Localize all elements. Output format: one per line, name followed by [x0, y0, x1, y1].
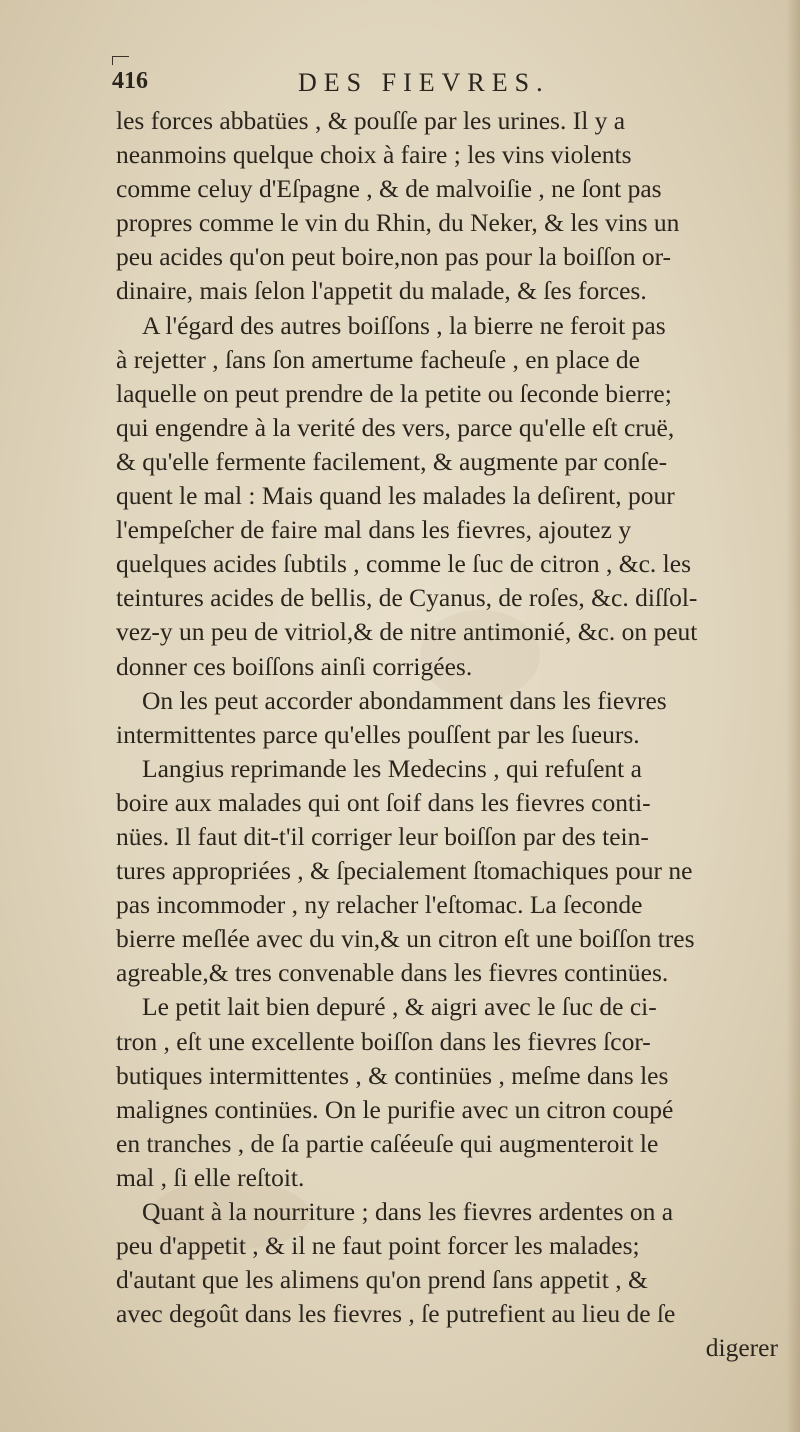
body-text [116, 104, 796, 1365]
text-line: intermittentes parce qu'elles pouſſent par les ſueurs. [116, 719, 640, 749]
running-title: DES FIEVRES. [298, 68, 550, 97]
text-line: A l'égard des autres boiſſons , la bierre ne feroit pas [142, 310, 666, 340]
text-line: agreable,& tres convenable dans les fievres continües. [116, 958, 669, 988]
text-line: bierre meſlée avec du vin,& un citron eſt une boiſſon tres [116, 924, 695, 954]
text-line: teintures acides de bellis, de Cyanus, de roſes, &c. diſſol- [116, 583, 698, 613]
text-line: quelques acides ſubtils , comme le ſuc de citron , &c. les [116, 549, 692, 579]
text-line: On les peut accorder abondamment dans les fievres [142, 685, 667, 715]
text-line: neanmoins quelque choix à faire ; les vins violents [116, 140, 632, 170]
text-line: qui engendre à la verité des vers, parce qu'elle eſt cruë, [116, 412, 675, 442]
text-line: peu acides qu'on peut boire,non pas pour la boiſſon or- [116, 242, 672, 272]
text-line: en tranches , de ſa partie caſéeuſe qui augmenteroit le [116, 1128, 659, 1158]
text-line: quent le mal : Mais quand les malades la deſirent, pour [116, 481, 675, 511]
text-line: pas incommoder , ny relacher l'eſtomac. La ſeconde [116, 890, 643, 920]
text-line: peu d'appetit , & il ne faut point forcer les malades; [116, 1231, 640, 1261]
text-line: vez-y un peu de vitriol,& de nitre antimonié, &c. on peut [116, 617, 698, 647]
text-line: donner ces boiſſons ainſi corrigées. [116, 651, 473, 681]
corner-bracket-mark [112, 56, 129, 65]
text-line: d'autant que les alimens qu'on prend ſans appetit , & [116, 1265, 648, 1295]
page-header [112, 68, 712, 104]
text-line: Langius reprimande les Medecins , qui refuſent a [142, 753, 642, 783]
catchword: digerer [705, 1333, 778, 1363]
text-line: l'empeſcher de faire mal dans les fievres, ajoutez y [116, 515, 632, 545]
page-number: 416 [112, 68, 148, 94]
text-line: tures appropriées , & ſpecialement ſtomachiques pour ne [116, 856, 693, 886]
text-line: tron , eſt une excellente boiſſon dans les fievres ſcor- [116, 1026, 651, 1056]
text-line: Quant à la nourriture ; dans les fievres ardentes on a [142, 1197, 674, 1226]
text-line: nües. Il faut dit-t'il corriger leur boiſſon par des tein- [116, 821, 649, 851]
text-line: à rejetter , ſans ſon amertume facheuſe , en place de [116, 344, 640, 374]
text-line: propres comme le vin du Rhin, du Neker, & les vins un [116, 208, 680, 238]
text-line: boire aux malades qui ont ſoif dans les fievres conti- [116, 787, 651, 817]
text-line: malignes continües. On le purifie avec un citron coupé [116, 1094, 674, 1124]
text-line: Le petit lait bien depuré , & aigri avec le ſuc de ci- [142, 992, 657, 1022]
text-line: laquelle on peut prendre de la petite ou ſeconde bierre; [116, 378, 672, 408]
text-line: butiques intermittentes , & continües , meſme dans les [116, 1060, 669, 1090]
text-line: comme celuy d'Eſpagne , & de malvoiſie , ne ſont pas [116, 174, 662, 204]
text-line: les forces abbatües , & pouſſe par les urines. Il y a [116, 106, 626, 135]
text-line: & qu'elle fermente facilement, & augmente par conſe- [116, 446, 668, 476]
text-line: mal , ſi elle reſtoit. [116, 1162, 305, 1192]
text-line: avec degoût dans les fievres , ſe putrefient au lieu de ſe [116, 1299, 676, 1329]
text-line: dinaire, mais ſelon l'appetit du malade, & ſes forces. [116, 276, 647, 306]
